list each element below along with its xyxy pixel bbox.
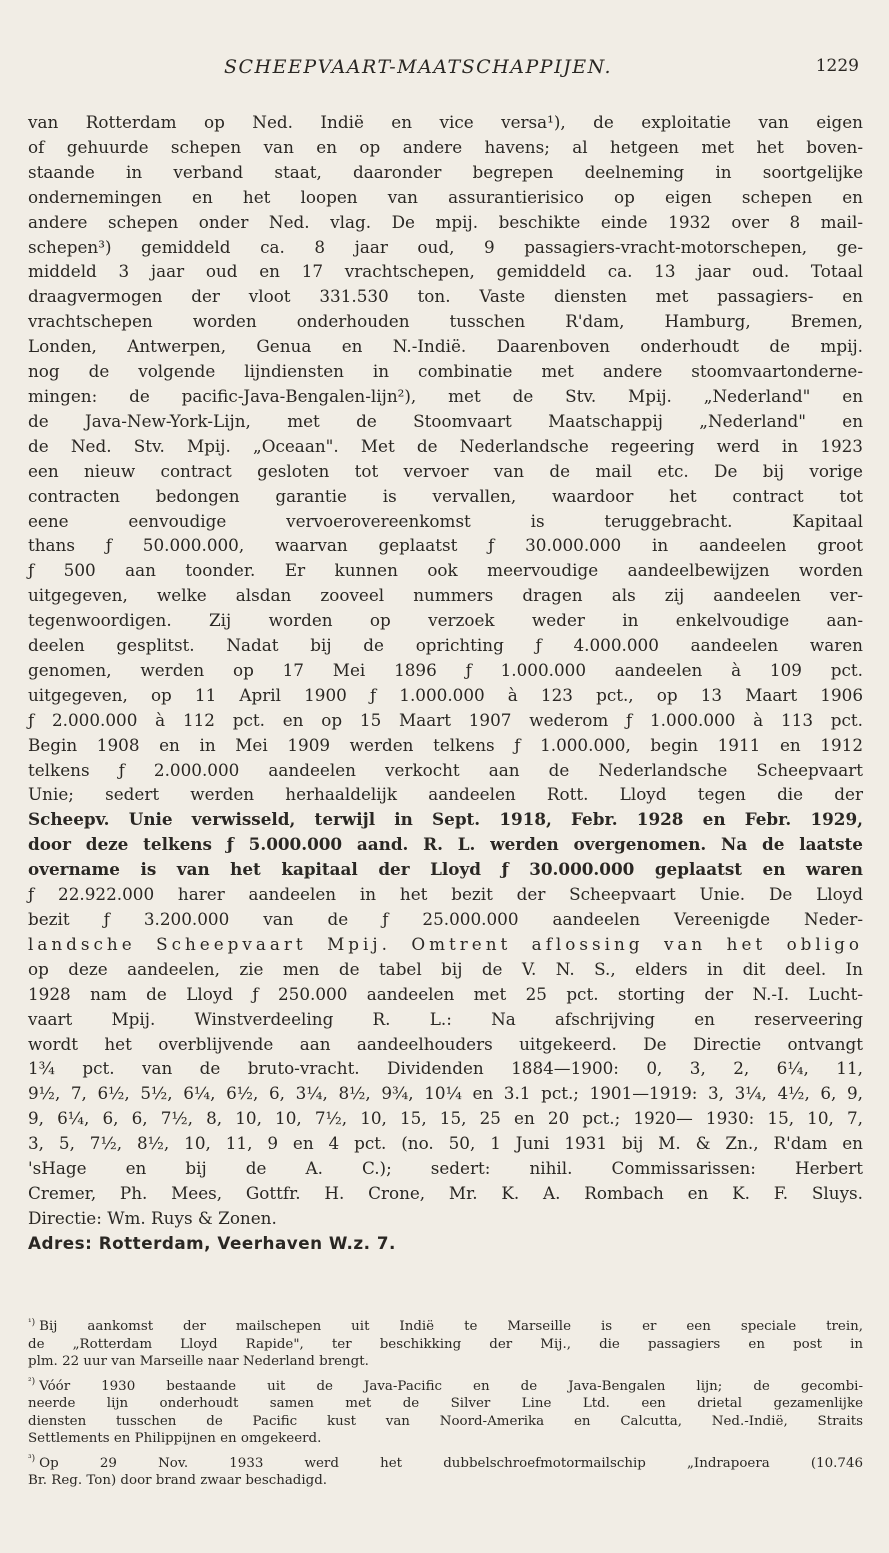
body-line: contracten bedongen garantie is vervallen, waardoor het contract tot [28, 485, 863, 506]
footnote-line [28, 1318, 863, 1336]
body-line: de Java-New-York-Lijn, met de Stoomvaart Maatschappij „Nederland" en [28, 410, 863, 431]
body-line: 1¾ pct. van de bruto-vracht. Dividenden 1884—1900: 0, 3, 2, 6¼, 11, [28, 1058, 863, 1079]
footnote-line: diensten tusschen de Pacific kust van Noord-Amerika en Calcutta, Ned.-Indië, Straits [28, 1413, 863, 1429]
footnote-text: Vóór 1930 bestaande uit de Java-Pacific en de Java-Bengalen lijn; de gecombi- [39, 1378, 863, 1394]
body-line: schepen³) gemiddeld ca. 8 jaar oud, 9 passagiers-vracht-motorschepen, ge- [28, 236, 863, 257]
footnote-marker: ¹) [28, 1317, 36, 1328]
footnote-line: neerde lijn onderhoudt samen met de Silver Line Ltd. een drietal gezamenlijke [28, 1396, 863, 1411]
footnote-line: Settlements en Philippijnen en omgekeerd. [28, 1431, 322, 1446]
body-line: ƒ 2.000.000 à 112 pct. en op 15 Maart 1907 wederom ƒ 1.000.000 à 113 pct. [28, 709, 863, 730]
page-header [28, 56, 863, 84]
body-line: ƒ 22.922.000 harer aandeelen in het bezit der Scheepvaart Unie. De Lloyd [28, 884, 863, 905]
body-line: Directie: Wm. Ruys & Zonen. [28, 1207, 277, 1228]
footnote [28, 1378, 863, 1448]
body-line: 3, 5, 7½, 8½, 10, 11, 9 en 4 pct. (no. 50, 1 Juni 1931 bij M. & Zn., R'dam en [28, 1133, 863, 1154]
address-line: Adres: Rotterdam, Veerhaven W.z. 7. [28, 1232, 396, 1253]
body-text [28, 110, 863, 1256]
footnote-line: de „Rotterdam Lloyd Rapide", ter beschikking der Mij., die passagiers en post in [28, 1336, 863, 1352]
body-line: door deze telkens ƒ 5.000.000 aand. R. L. werden overgenomen. Na de laatste [28, 834, 863, 855]
footnote [28, 1318, 863, 1371]
running-head: SCHEEPVAART-MAATSCHAPPIJEN. [224, 56, 613, 78]
body-line: middeld 3 jaar oud en 17 vrachtschepen, gemiddeld ca. 13 jaar oud. Totaal [28, 261, 863, 282]
body-line: 9½, 7, 6½, 5½, 6¼, 6½, 6, 3¼, 8½, 9¾, 10¼ en 3.1 pct.; 1901—1919: 3, 3¼, 4½, 6, 9, [28, 1083, 863, 1104]
page-number: 1229 [815, 56, 859, 76]
body-line: een nieuw contract gesloten tot vervoer van de mail etc. De bij vorige [28, 460, 863, 481]
body-line: de Ned. Stv. Mpij. „Oceaan". Met de Nederlandsche regeering werd in 1923 [28, 435, 863, 456]
body-line: telkens ƒ 2.000.000 aandeelen verkocht aan de Nederlandsche Scheepvaart [28, 759, 863, 780]
body-line: Londen, Antwerpen, Genua en N.-Indië. Daarenboven onderhoudt de mpij. [28, 336, 863, 357]
body-line: 1928 nam de Lloyd ƒ 250.000 aandeelen met 25 pct. storting der N.-I. Lucht- [28, 983, 863, 1004]
body-line: staande in verband staat, daaronder begrepen deelneming in soortgelijke [28, 161, 863, 182]
body-line: draagvermogen der vloot 331.530 ton. Vaste diensten met passagiers- en [28, 286, 863, 307]
footnote [28, 1455, 863, 1490]
footnote-line: Br. Reg. Ton) door brand zwaar beschadigd. [28, 1473, 328, 1488]
body-line: Cremer, Ph. Mees, Gottfr. H. Crone, Mr. K. A. Rombach en K. F. Sluys. [28, 1182, 863, 1203]
body-line: van Rotterdam op Ned. Indië en vice versa¹), de exploitatie van eigen [28, 112, 863, 132]
body-line: vaart Mpij. Winstverdeeling R. L.: Na afschrijving en reserveering [28, 1008, 863, 1029]
footnote-line [28, 1378, 863, 1396]
body-line: Begin 1908 en in Mei 1909 werden telkens ƒ 1.000.000, begin 1911 en 1912 [28, 734, 863, 755]
footnote-text: Op 29 Nov. 1933 werd het dubbelschroefmotormailschip „Indrapoera (10.746 [39, 1455, 863, 1471]
body-line: bezit ƒ 3.200.000 van de ƒ 25.000.000 aandeelen Vereenigde Neder- [28, 909, 863, 929]
body-line: mingen: de pacific-Java-Bengalen-lijn²), met de Stv. Mpij. „Nederland" en [28, 385, 863, 406]
body-line: Unie; sedert werden herhaaldelijk aandeelen Rott. Lloyd tegen die der [28, 784, 863, 805]
body-line: overname is van het kapitaal der Lloyd ƒ 30.000.000 geplaatst en waren [28, 859, 863, 880]
body-line: of gehuurde schepen van en op andere havens; al hetgeen met het boven- [28, 136, 863, 157]
body-line: Scheepv. Unie verwisseld, terwijl in Sept. 1918, Febr. 1928 en Febr. 1929, [28, 809, 863, 830]
body-line: thans ƒ 50.000.000, waarvan geplaatst ƒ 30.000.000 in aandeelen groot [28, 535, 863, 556]
footnote-text: Bij aankomst der mailschepen uit Indië te Marseille is er een speciale trein, [39, 1319, 863, 1334]
footnote-marker: ²) [28, 1377, 36, 1388]
body-line: vrachtschepen worden onderhouden tusschen R'dam, Hamburg, Bremen, [28, 311, 863, 332]
body-line: uitgegeven, op 11 April 1900 ƒ 1.000.000 à 123 pct., op 13 Maart 1906 [28, 684, 863, 705]
body-line: ƒ 500 aan toonder. Er kunnen ook meervoudige aandeelbewijzen worden [28, 560, 863, 581]
footnote-line [28, 1455, 863, 1473]
body-line: op deze aandeelen, zie men de tabel bij de V. N. S., elders in dit deel. In [28, 958, 863, 979]
body-line: 9, 6¼, 6, 6, 7½, 8, 10, 10, 7½, 10, 15, 15, 25 en 20 pct.; 1920— 1930: 15, 10, 7, [28, 1108, 863, 1129]
body-line: deelen gesplitst. Nadat bij de oprichting ƒ 4.000.000 aandeelen waren [28, 635, 863, 656]
body-line: andere schepen onder Ned. vlag. De mpij. beschikte einde 1932 over 8 mail- [28, 211, 863, 232]
body-line: genomen, werden op 17 Mei 1896 ƒ 1.000.000 aandeelen à 109 pct. [28, 659, 863, 680]
body-line: landsche Scheepvaart Mpij. Omtrent aflossing van het obligo [28, 933, 863, 954]
document-page [28, 0, 863, 1553]
body-line: eene eenvoudige vervoerovereenkomst is teruggebracht. Kapitaal [28, 510, 863, 531]
body-line: tegenwoordigen. Zij worden op verzoek weder in enkelvoudige aan- [28, 610, 863, 631]
footnote-marker: ³) [28, 1454, 36, 1465]
body-line: uitgegeven, welke alsdan zooveel nummers dragen als zij aandeelen ver- [28, 585, 863, 606]
body-line: ondernemingen en het loopen van assurantierisico op eigen schepen en [28, 186, 863, 207]
body-line: 'sHage en bij de A. C.); sedert: nihil. Commissarissen: Herbert [28, 1158, 863, 1179]
body-line: nog de volgende lijndiensten in combinatie met andere stoomvaartonderne- [28, 361, 863, 382]
footnote-line: plm. 22 uur van Marseille naar Nederland brengt. [28, 1354, 369, 1369]
footnotes [28, 1318, 863, 1497]
body-line: wordt het overblijvende aan aandeelhouders uitgekeerd. De Directie ontvangt [28, 1033, 863, 1054]
